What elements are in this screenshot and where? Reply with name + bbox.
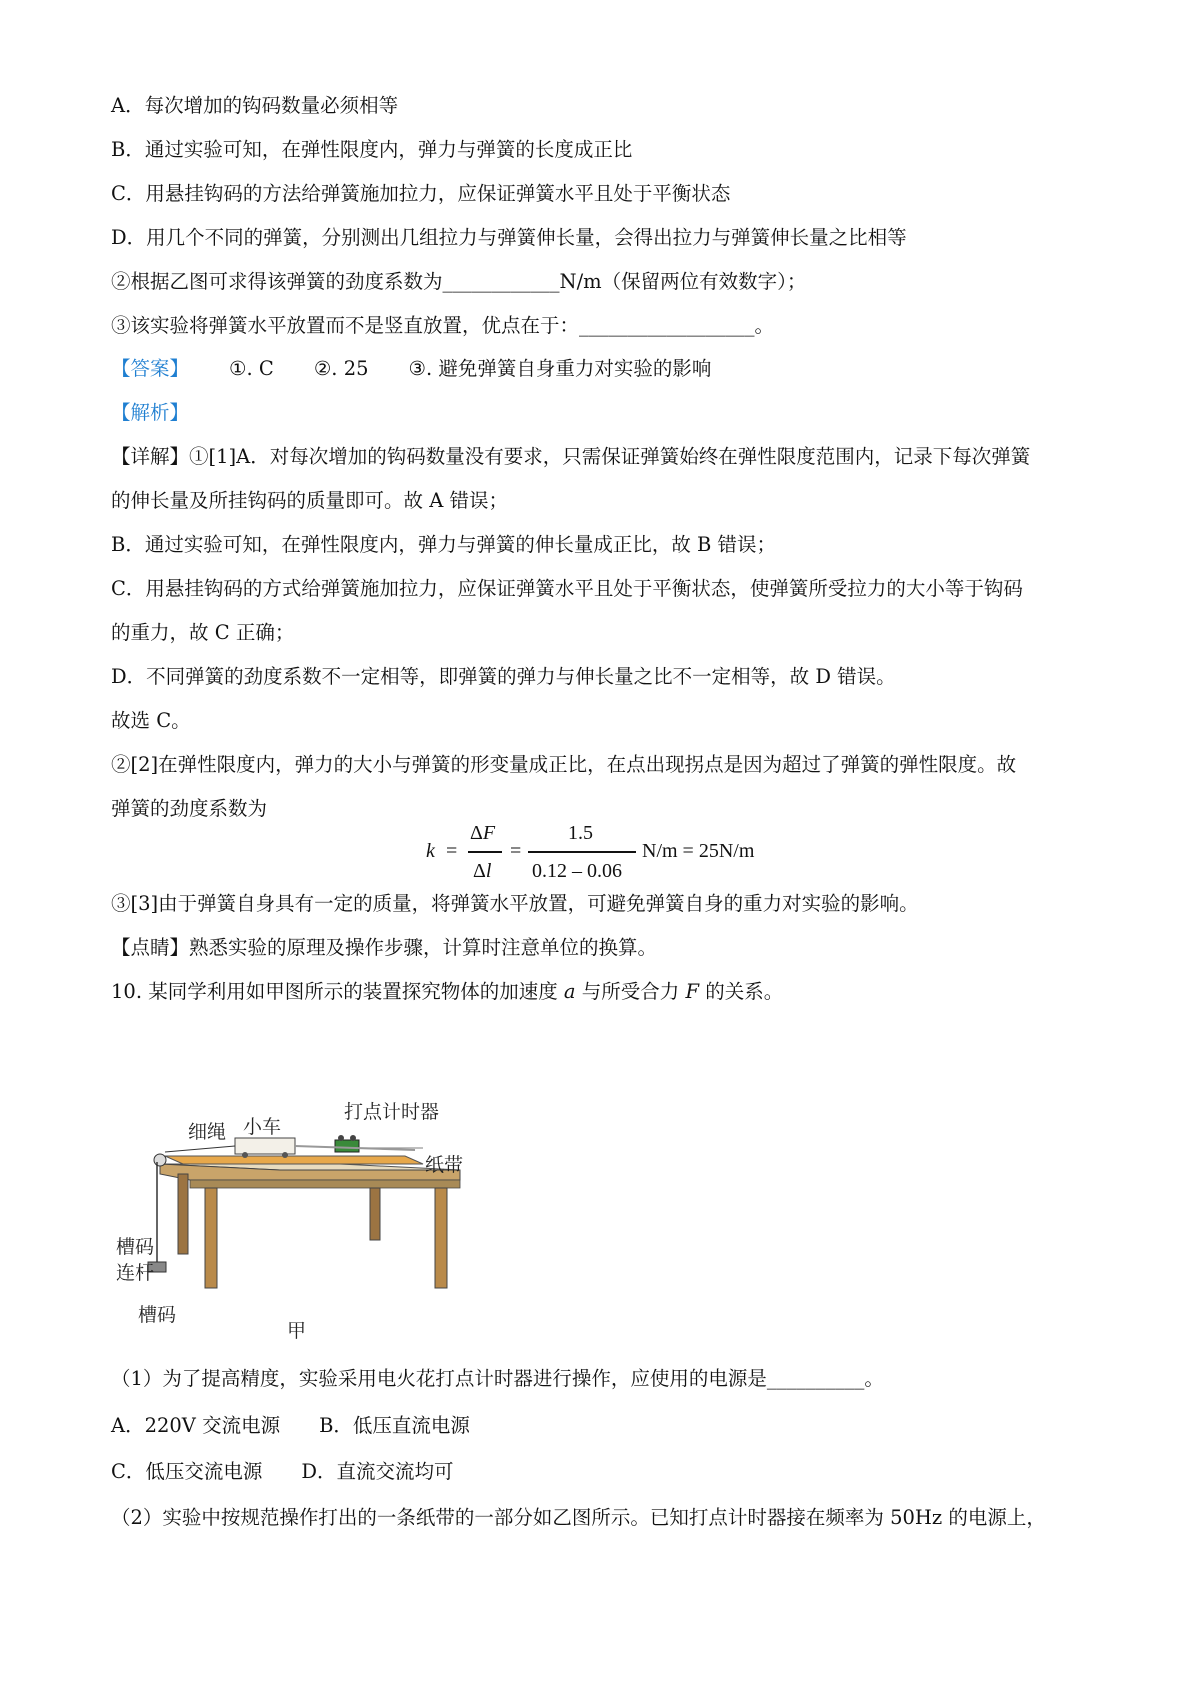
label-tape: 纸带: [425, 1154, 464, 1176]
sub-options-ab: A．220V 交流电源 B．低压直流电源: [111, 1414, 470, 1437]
label-rod-1: 槽码: [116, 1236, 155, 1258]
analysis-label: 【解析】: [111, 401, 190, 424]
detail-line-2: 的伸长量及所挂钩码的质量即可。故 A 错误；: [111, 489, 508, 512]
label-cart: 小车: [243, 1116, 282, 1138]
formula-result: N/m = 25N/m: [642, 840, 755, 862]
question-stiffness: ②根据乙图可求得该弹簧的劲度系数为____________N/m（保留两位有效数字）；: [111, 270, 807, 293]
label-rope: 细绳: [188, 1121, 227, 1143]
detail-line-7: ②[2]在弹性限度内，弹力的大小与弹簧的形变量成正比，在点出现拐点是因为超过了弹簧的弹性限度。故: [111, 753, 1017, 776]
detail-line-5: 的重力，故 C 正确；: [111, 621, 295, 644]
key-point-line: 【点睛】熟悉实验的原理及操作步骤，计算时注意单位的换算。: [111, 936, 658, 959]
formula-denominator-1: Δl: [473, 860, 492, 882]
sub-question-2: （2）实验中按规范操作打出的一条纸带的一部分如乙图所示。已知打点计时器接在频率为 50Hz 的电源上，: [111, 1506, 1046, 1529]
option-a: A．每次增加的钩码数量必须相等: [111, 94, 399, 117]
question-10-stem: 10. 某同学利用如甲图所示的装置探究物体的加速度 a 与所受合力 F 的关系。: [111, 980, 784, 1003]
label-timer: 打点计时器: [344, 1101, 440, 1123]
answer-item-1: ①. C: [229, 357, 274, 380]
formula-numerator-1: ΔF: [470, 822, 496, 844]
fraction-bar-1: [468, 851, 502, 853]
option-c: C．用悬挂钩码的方法给弹簧施加拉力，应保证弹簧水平且处于平衡状态: [111, 182, 731, 205]
detail-line-8: 弹簧的劲度系数为: [111, 797, 268, 820]
label-rod-2: 连杆: [116, 1262, 155, 1284]
formula-numerator-2: 1.5: [568, 822, 593, 844]
detail-line-6: D．不同弹簧的劲度系数不一定相等，即弹簧的弹力与伸长量之比不一定相等，故 D 错误。: [111, 665, 896, 688]
detail-line-9: ③[3]由于弹簧自身具有一定的质量，将弹簧水平放置，可避免弹簧自身的重力对实验的影响。: [111, 892, 919, 915]
detail-conclusion: 故选 C。: [111, 709, 191, 732]
option-d: D．用几个不同的弹簧，分别测出几组拉力与弹簧伸长量，会得出拉力与弹簧伸长量之比相等: [111, 226, 907, 249]
answer-item-3: ③. 避免弹簧自身重力对实验的影响: [408, 357, 712, 380]
detail-line-4: C．用悬挂钩码的方式给弹簧施加拉力，应保证弹簧水平且处于平衡状态，使弹簧所受拉力的大小等于钩码: [111, 577, 1023, 600]
figure-caption: 甲: [287, 1320, 307, 1342]
detail-line-1: 【详解】①[1]A．对每次增加的钩码数量没有要求，只需保证弹簧始终在弹性限度范围内，记录下每次弹簧: [111, 445, 1031, 468]
sub-options-cd: C．低压交流电源 D．直流交流均可: [111, 1460, 454, 1483]
question-advantage: ③该实验将弹簧水平放置而不是竖直放置，优点在于：__________________。: [111, 314, 775, 337]
answer-line: [111, 355, 711, 383]
option-b: B．通过实验可知，在弹性限度内，弹力与弹簧的长度成正比: [111, 138, 633, 161]
formula-eq-1: =: [446, 840, 458, 862]
formula-eq-2: =: [510, 840, 522, 862]
apparatus-illustration: [145, 1112, 515, 1327]
label-weight: 槽码: [138, 1304, 177, 1326]
detail-line-3: B．通过实验可知，在弹性限度内，弹力与弹簧的伸长量成正比，故 B 错误；: [111, 533, 777, 556]
answer-label: 【答案】: [111, 357, 190, 380]
formula-k: k: [426, 840, 435, 862]
fraction-bar-2: [528, 851, 636, 853]
sub-question-1: （1）为了提高精度，实验采用电火花打点计时器进行操作，应使用的电源是__________。: [111, 1367, 884, 1390]
formula-denominator-2: 0.12 – 0.06: [532, 860, 622, 882]
answer-item-2: ②. 25: [313, 357, 369, 380]
